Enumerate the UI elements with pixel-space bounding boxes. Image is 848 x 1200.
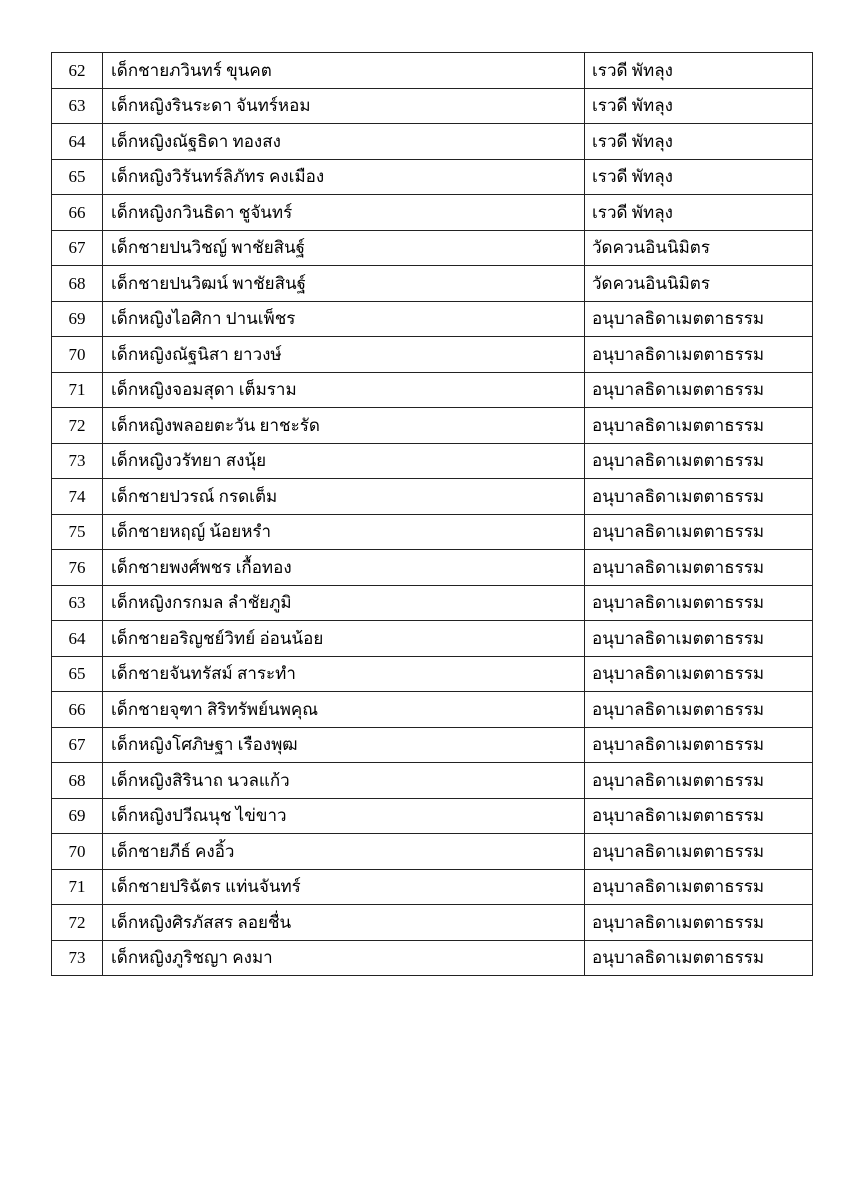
table-row bbox=[52, 621, 813, 657]
table-row bbox=[52, 656, 813, 692]
student-name: เด็กชายปนวิชญ์ พาชัยสินฐ์ bbox=[103, 230, 585, 266]
student-name: เด็กหญิงสิรินาถ นวลแก้ว bbox=[103, 763, 585, 799]
school-name: วัดควนอินนิมิตร bbox=[585, 230, 813, 266]
row-number: 70 bbox=[52, 834, 103, 870]
school-name: เรวดี พัทลุง bbox=[585, 53, 813, 89]
row-number: 65 bbox=[52, 656, 103, 692]
table-row bbox=[52, 301, 813, 337]
school-name: อนุบาลธิดาเมตตาธรรม bbox=[585, 408, 813, 444]
school-name: เรวดี พัทลุง bbox=[585, 88, 813, 124]
student-name: เด็กชายภีธ์ คงอิ้ว bbox=[103, 834, 585, 870]
table-row bbox=[52, 337, 813, 373]
row-number: 63 bbox=[52, 585, 103, 621]
row-number: 66 bbox=[52, 195, 103, 231]
school-name: อนุบาลธิดาเมตตาธรรม bbox=[585, 585, 813, 621]
student-name: เด็กหญิงกวินธิดา ชูจันทร์ bbox=[103, 195, 585, 231]
student-name: เด็กหญิงภูริชญา คงมา bbox=[103, 940, 585, 976]
school-name: อนุบาลธิดาเมตตาธรรม bbox=[585, 621, 813, 657]
table-row bbox=[52, 727, 813, 763]
table-row bbox=[52, 514, 813, 550]
table-row bbox=[52, 88, 813, 124]
student-name: เด็กชายหฤญ์ น้อยหรํา bbox=[103, 514, 585, 550]
school-name: อนุบาลธิดาเมตตาธรรม bbox=[585, 337, 813, 373]
row-number: 67 bbox=[52, 230, 103, 266]
table-row bbox=[52, 798, 813, 834]
table-row bbox=[52, 905, 813, 941]
row-number: 75 bbox=[52, 514, 103, 550]
row-number: 68 bbox=[52, 763, 103, 799]
table-row bbox=[52, 195, 813, 231]
table-row bbox=[52, 408, 813, 444]
row-number: 72 bbox=[52, 905, 103, 941]
school-name: อนุบาลธิดาเมตตาธรรม bbox=[585, 940, 813, 976]
table-row bbox=[52, 585, 813, 621]
school-name: เรวดี พัทลุง bbox=[585, 159, 813, 195]
school-name: อนุบาลธิดาเมตตาธรรม bbox=[585, 763, 813, 799]
table-row bbox=[52, 834, 813, 870]
school-name: อนุบาลธิดาเมตตาธรรม bbox=[585, 869, 813, 905]
row-number: 71 bbox=[52, 869, 103, 905]
table-row bbox=[52, 550, 813, 586]
table-row bbox=[52, 159, 813, 195]
student-name: เด็กหญิงวิรันทร์ลิภัทร คงเมือง bbox=[103, 159, 585, 195]
table-row bbox=[52, 443, 813, 479]
student-name: เด็กหญิงโศภิษฐา เรืองพุฒ bbox=[103, 727, 585, 763]
table-row bbox=[52, 266, 813, 302]
row-number: 69 bbox=[52, 798, 103, 834]
school-name: เรวดี พัทลุง bbox=[585, 195, 813, 231]
student-name: เด็กชายพงศ์พชร เกื้อทอง bbox=[103, 550, 585, 586]
table-row bbox=[52, 230, 813, 266]
table-row bbox=[52, 53, 813, 89]
row-number: 64 bbox=[52, 124, 103, 160]
row-number: 64 bbox=[52, 621, 103, 657]
row-number: 63 bbox=[52, 88, 103, 124]
student-name: เด็กหญิงไอศิกา ปานเพ็ชร bbox=[103, 301, 585, 337]
student-name: เด็กชายปวรณ์ กรดเต็ม bbox=[103, 479, 585, 515]
student-name: เด็กชายปนวิฒน์ พาชัยสินฐ์ bbox=[103, 266, 585, 302]
row-number: 70 bbox=[52, 337, 103, 373]
school-name: อนุบาลธิดาเมตตาธรรม bbox=[585, 692, 813, 728]
row-number: 62 bbox=[52, 53, 103, 89]
row-number: 74 bbox=[52, 479, 103, 515]
student-name: เด็กหญิงกรกมล ลำชัยภูมิ bbox=[103, 585, 585, 621]
student-name: เด็กหญิงปวีณนุช ไข่ขาว bbox=[103, 798, 585, 834]
student-name: เด็กชายอริญชย์วิทย์ อ่อนน้อย bbox=[103, 621, 585, 657]
school-name: อนุบาลธิดาเมตตาธรรม bbox=[585, 479, 813, 515]
school-name: อนุบาลธิดาเมตตาธรรม bbox=[585, 656, 813, 692]
table-row bbox=[52, 124, 813, 160]
school-name: อนุบาลธิดาเมตตาธรรม bbox=[585, 727, 813, 763]
school-name: อนุบาลธิดาเมตตาธรรม bbox=[585, 798, 813, 834]
row-number: 65 bbox=[52, 159, 103, 195]
school-name: อนุบาลธิดาเมตตาธรรม bbox=[585, 905, 813, 941]
table-row bbox=[52, 869, 813, 905]
student-name: เด็กหญิงณัฐธิดา ทองสง bbox=[103, 124, 585, 160]
school-name: อนุบาลธิดาเมตตาธรรม bbox=[585, 443, 813, 479]
roster-body bbox=[52, 53, 813, 976]
row-number: 72 bbox=[52, 408, 103, 444]
student-name: เด็กหญิงศิรภัสสร ลอยชื่น bbox=[103, 905, 585, 941]
student-name: เด็กหญิงพลอยตะวัน ยาชะรัด bbox=[103, 408, 585, 444]
row-number: 68 bbox=[52, 266, 103, 302]
student-name: เด็กหญิงจอมสุดา เต็มราม bbox=[103, 372, 585, 408]
student-name: เด็กหญิงรินระดา จันทร์หอม bbox=[103, 88, 585, 124]
student-name: เด็กชายปริฉัตร แท่นจันทร์ bbox=[103, 869, 585, 905]
row-number: 73 bbox=[52, 443, 103, 479]
row-number: 73 bbox=[52, 940, 103, 976]
table-row bbox=[52, 940, 813, 976]
school-name: อนุบาลธิดาเมตตาธรรม bbox=[585, 550, 813, 586]
row-number: 67 bbox=[52, 727, 103, 763]
school-name: อนุบาลธิดาเมตตาธรรม bbox=[585, 372, 813, 408]
row-number: 66 bbox=[52, 692, 103, 728]
row-number: 71 bbox=[52, 372, 103, 408]
row-number: 69 bbox=[52, 301, 103, 337]
table-row bbox=[52, 692, 813, 728]
student-roster-table bbox=[51, 52, 813, 976]
student-name: เด็กชายภวินทร์ ขุนคต bbox=[103, 53, 585, 89]
school-name: อนุบาลธิดาเมตตาธรรม bbox=[585, 301, 813, 337]
school-name: เรวดี พัทลุง bbox=[585, 124, 813, 160]
table-row bbox=[52, 763, 813, 799]
table-row bbox=[52, 479, 813, 515]
school-name: อนุบาลธิดาเมตตาธรรม bbox=[585, 514, 813, 550]
row-number: 76 bbox=[52, 550, 103, 586]
student-name: เด็กชายจุฑา สิริทรัพย์นพคุณ bbox=[103, 692, 585, 728]
student-name: เด็กหญิงณัฐนิสา ยาวงษ์ bbox=[103, 337, 585, 373]
student-name: เด็กชายจันทรัสม์ สาระทำ bbox=[103, 656, 585, 692]
school-name: วัดควนอินนิมิตร bbox=[585, 266, 813, 302]
school-name: อนุบาลธิดาเมตตาธรรม bbox=[585, 834, 813, 870]
table-row bbox=[52, 372, 813, 408]
student-name: เด็กหญิงวรัทยา สงนุ้ย bbox=[103, 443, 585, 479]
